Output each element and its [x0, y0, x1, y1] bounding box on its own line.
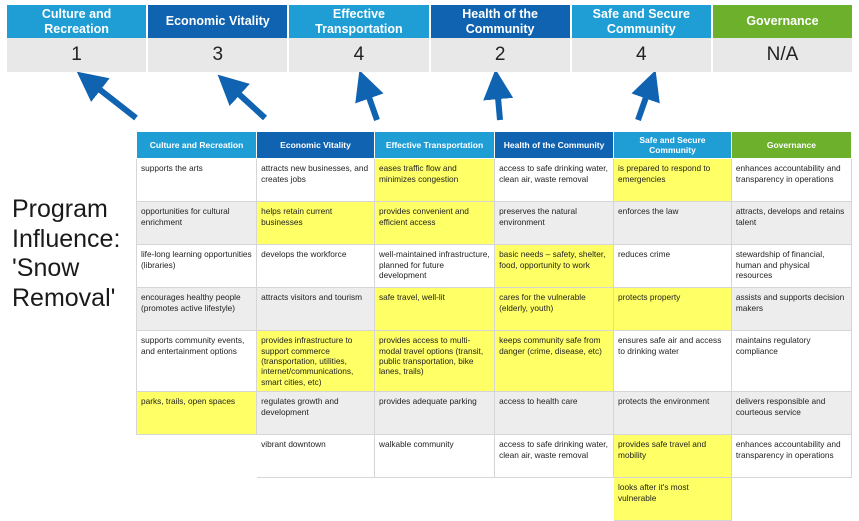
table-row: [137, 202, 852, 245]
arrow-icon-2: [230, 86, 265, 118]
matrix-cell: is prepared to respond to emergencies: [614, 159, 732, 202]
matrix-cell: well-maintained infrastructure, planned for future development: [374, 245, 494, 288]
table-row: [137, 159, 852, 202]
goal-header-safe-and-secure-community: [572, 5, 713, 38]
matrix-cell: enhances accountability and transparency in operations: [731, 159, 851, 202]
matrix-cell: basic needs – safety, shelter, food, opportunity to work: [495, 245, 614, 288]
matrix-header-effective-transportation: Effective Transportation: [374, 132, 494, 159]
matrix-cell: [257, 478, 375, 521]
matrix-cell: encourages healthy people (promotes active lifestyle): [137, 288, 257, 331]
matrix-cell: delivers responsible and courteous service: [731, 392, 851, 435]
score-economic-vitality: 3: [148, 38, 289, 72]
matrix-cell: opportunities for cultural enrichment: [137, 202, 257, 245]
matrix-cell: enhances accountability and transparency in operations: [731, 435, 851, 478]
matrix-cell: [495, 478, 614, 521]
matrix-cell: vibrant downtown: [257, 435, 375, 478]
matrix-cell: keeps community safe from danger (crime, disease, etc): [495, 331, 614, 392]
matrix-header-safe-and-secure-community: Safe and Secure Community: [614, 132, 732, 159]
matrix-cell: provides access to multi-modal travel options (transit, public transportation, bike lanes, trails): [374, 331, 494, 392]
matrix-cell: preserves the natural environment: [495, 202, 614, 245]
matrix-cell: walkable community: [374, 435, 494, 478]
goal-header-label: Governance: [746, 14, 819, 29]
matrix-cell: eases traffic flow and minimizes congestion: [374, 159, 494, 202]
matrix-cell: attracts new businesses, and creates jobs: [257, 159, 375, 202]
matrix-cell: maintains regulatory compliance: [731, 331, 851, 392]
goal-header-health-of-the-community: [431, 5, 572, 38]
table-row: [137, 331, 852, 392]
goal-header-culture-and-recreation: [7, 5, 148, 38]
matrix-cell: parks, trails, open spaces: [137, 392, 257, 435]
matrix-cell: ensures safe air and access to drinking water: [614, 331, 732, 392]
arrow-icon-4: [497, 86, 500, 120]
score-effective-transportation: 4: [289, 38, 430, 72]
matrix-header-economic-vitality: Economic Vitality: [257, 132, 375, 159]
matrix-cell: reduces crime: [614, 245, 732, 288]
matrix-cell: [137, 478, 257, 521]
matrix-cell: life-long learning opportunities (libraries): [137, 245, 257, 288]
table-row: [137, 478, 852, 521]
matrix-header-governance: Governance: [731, 132, 851, 159]
matrix-cell: regulates growth and development: [257, 392, 375, 435]
matrix-cell: looks after it's most vulnerable: [614, 478, 732, 521]
arrow-icon-5: [638, 86, 650, 120]
goal-header-strip: [7, 5, 852, 38]
matrix-cell: attracts, develops and retains talent: [731, 202, 851, 245]
table-row: [137, 392, 852, 435]
arrow-icon-1: [90, 82, 136, 118]
score-culture-and-recreation: 1: [7, 38, 148, 72]
matrix-cell: helps retain current businesses: [257, 202, 375, 245]
matrix-cell: attracts visitors and tourism: [257, 288, 375, 331]
matrix-cell: provides convenient and efficient access: [374, 202, 494, 245]
matrix-cell: [374, 478, 494, 521]
matrix-cell: safe travel, well-lit: [374, 288, 494, 331]
goal-header-label: Economic Vitality: [165, 14, 270, 29]
matrix-cell: provides safe travel and mobility: [614, 435, 732, 478]
score-health-of-the-community: 2: [431, 38, 572, 72]
matrix-cell: supports the arts: [137, 159, 257, 202]
matrix-header-culture-and-recreation: Culture and Recreation: [137, 132, 257, 159]
score-safe-and-secure-community: 4: [572, 38, 713, 72]
matrix-cell: access to safe drinking water, clean air, waste removal: [495, 435, 614, 478]
matrix-cell: enforces the law: [614, 202, 732, 245]
matrix-cell: protects property: [614, 288, 732, 331]
matrix-cell: provides infrastructure to support commerce (transportation, utilities, internet/communications, smart cities, etc): [257, 331, 375, 392]
matrix-cell: cares for the vulnerable (elderly, youth): [495, 288, 614, 331]
arrow-group: [0, 72, 859, 134]
goal-header-label: Effective Transportation: [315, 7, 403, 36]
matrix-cell: protects the environment: [614, 392, 732, 435]
goal-header-governance: [713, 5, 852, 38]
goal-header-effective-transportation: [289, 5, 430, 38]
matrix-cell: access to health care: [495, 392, 614, 435]
arrow-icon-3: [365, 86, 377, 120]
matrix-cell: access to safe drinking water, clean air, waste removal: [495, 159, 614, 202]
program-influence-caption: Program Influence: 'Snow Removal': [12, 195, 121, 312]
matrix-cell: [137, 435, 257, 478]
goal-definition-matrix: [136, 131, 852, 521]
matrix-header-row: [137, 132, 852, 159]
matrix-cell: assists and supports decision makers: [731, 288, 851, 331]
matrix-cell: supports community events, and entertainment options: [137, 331, 257, 392]
goal-header-label: Safe and Secure Community: [592, 7, 690, 36]
goal-header-label: Culture and Recreation: [41, 7, 112, 36]
matrix-cell: stewardship of financial, human and physical resources: [731, 245, 851, 288]
table-row: [137, 245, 852, 288]
matrix-cell: develops the workforce: [257, 245, 375, 288]
table-row: [137, 288, 852, 331]
matrix-cell: provides adequate parking: [374, 392, 494, 435]
goal-header-label: Health of the Community: [462, 7, 538, 36]
score-row: [7, 38, 852, 72]
score-governance: N/A: [766, 44, 799, 65]
table-row: [137, 435, 852, 478]
matrix-header-health-of-the-community: Health of the Community: [495, 132, 614, 159]
matrix-cell: [731, 478, 851, 521]
goal-header-economic-vitality: [148, 5, 289, 38]
